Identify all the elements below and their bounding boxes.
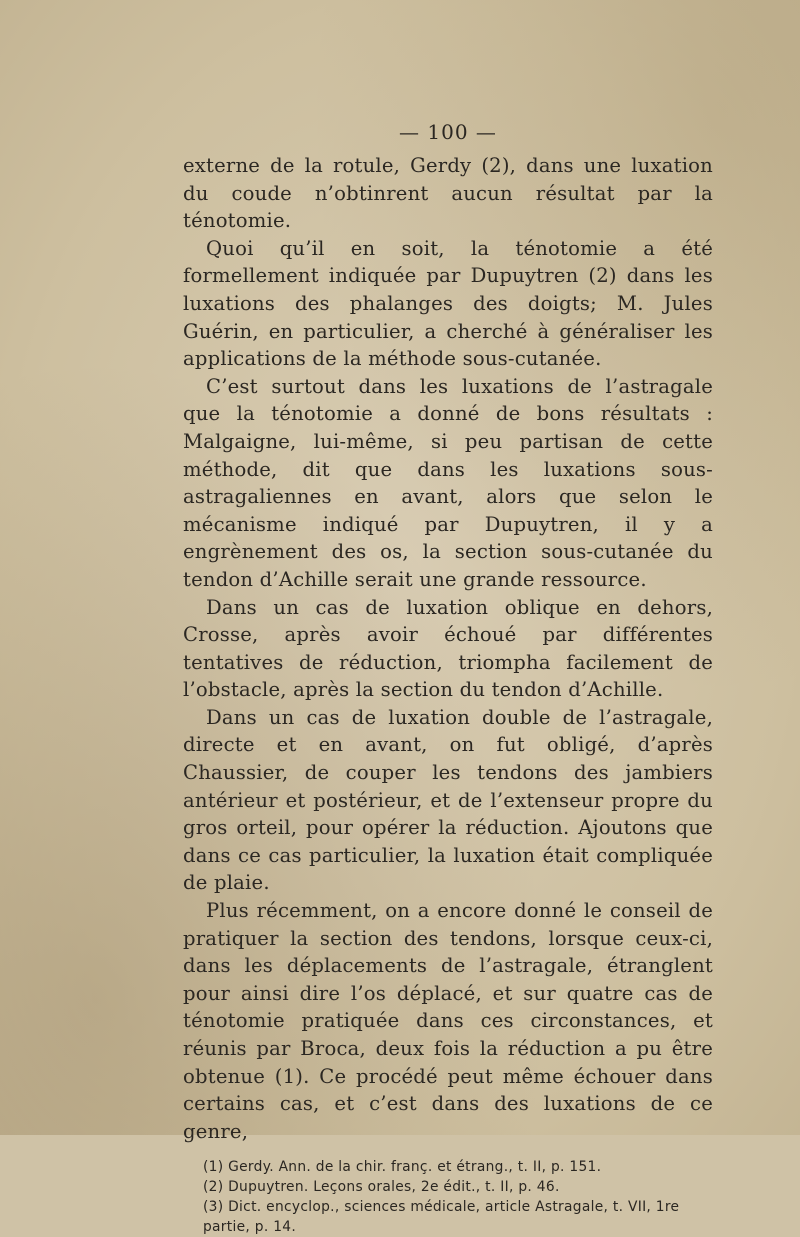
paragraph: externe de la rotule, Gerdy (2), dans une luxation du coude n’obtinrent aucun résultat par la ténotomie.	[183, 154, 713, 233]
footnote: (1) Gerdy. Ann. de la chir. franç. et étrang., t. II, p. 151.	[203, 1159, 602, 1176]
footnotes	[183, 1157, 713, 1237]
footnote: (3) Dict. encyclop., sciences médicale, article Astragale, t. VII, 1re partie, p. 14.	[203, 1199, 680, 1236]
paragraph: Plus récemment, on a encore donné le conseil de pratiquer la section des tendons, lorsque ceux-ci, dans les déplacements de l’astragale, étranglent pour ainsi dire l’os déplacé, et sur quatre cas de ténotomie pratiquée dans ces circonstances, et réunis par Broca, deux fois la réduction a pu être obtenue (1). Ce procédé peut même échouer dans certains cas, et c’est dans des luxations de ce genre,	[183, 899, 713, 1143]
footnote: (2) Dupuytren. Leçons orales, 2e édit., t. II, p. 46.	[203, 1179, 560, 1196]
page-number: — 100 —	[399, 120, 497, 144]
page-body	[183, 120, 713, 1237]
paragraph: Quoi qu’il en soit, la ténotomie a été formellement indiquée par Dupuytren (2) dans les luxations des phalanges des doigts; M. Jules Guérin, en particulier, a cherché à généraliser les applications de la méthode sous-cutanée.	[183, 236, 713, 371]
paragraph: Dans un cas de luxation double de l’astragale, directe et en avant, on fut obligé, d’après Chaussier, de couper les tendons des jambiers antérieur et postérieur, et de l’extenseur propre du gros orteil, pour opérer la réduction. Ajoutons que dans ce cas particulier, la luxation était compliquée de plaie.	[183, 705, 713, 895]
paragraph: Dans un cas de luxation oblique en dehors, Crosse, après avoir échoué par différentes tentatives de réduction, triompha facilement de l’obstacle, après la section du tendon d’Achille.	[183, 595, 713, 702]
paragraph: C’est surtout dans les luxations de l’astragale que la ténotomie a donné de bons résultats : Malgaigne, lui-même, si peu partisan de cette méthode, dit que dans les luxations sous-astragaliennes en avant, alors que selon le mécanisme indiqué par Dupuytren, il y a engrènement des os, la section sous-cutanée du tendon d’Achille serait une grande ressource.	[183, 374, 713, 591]
